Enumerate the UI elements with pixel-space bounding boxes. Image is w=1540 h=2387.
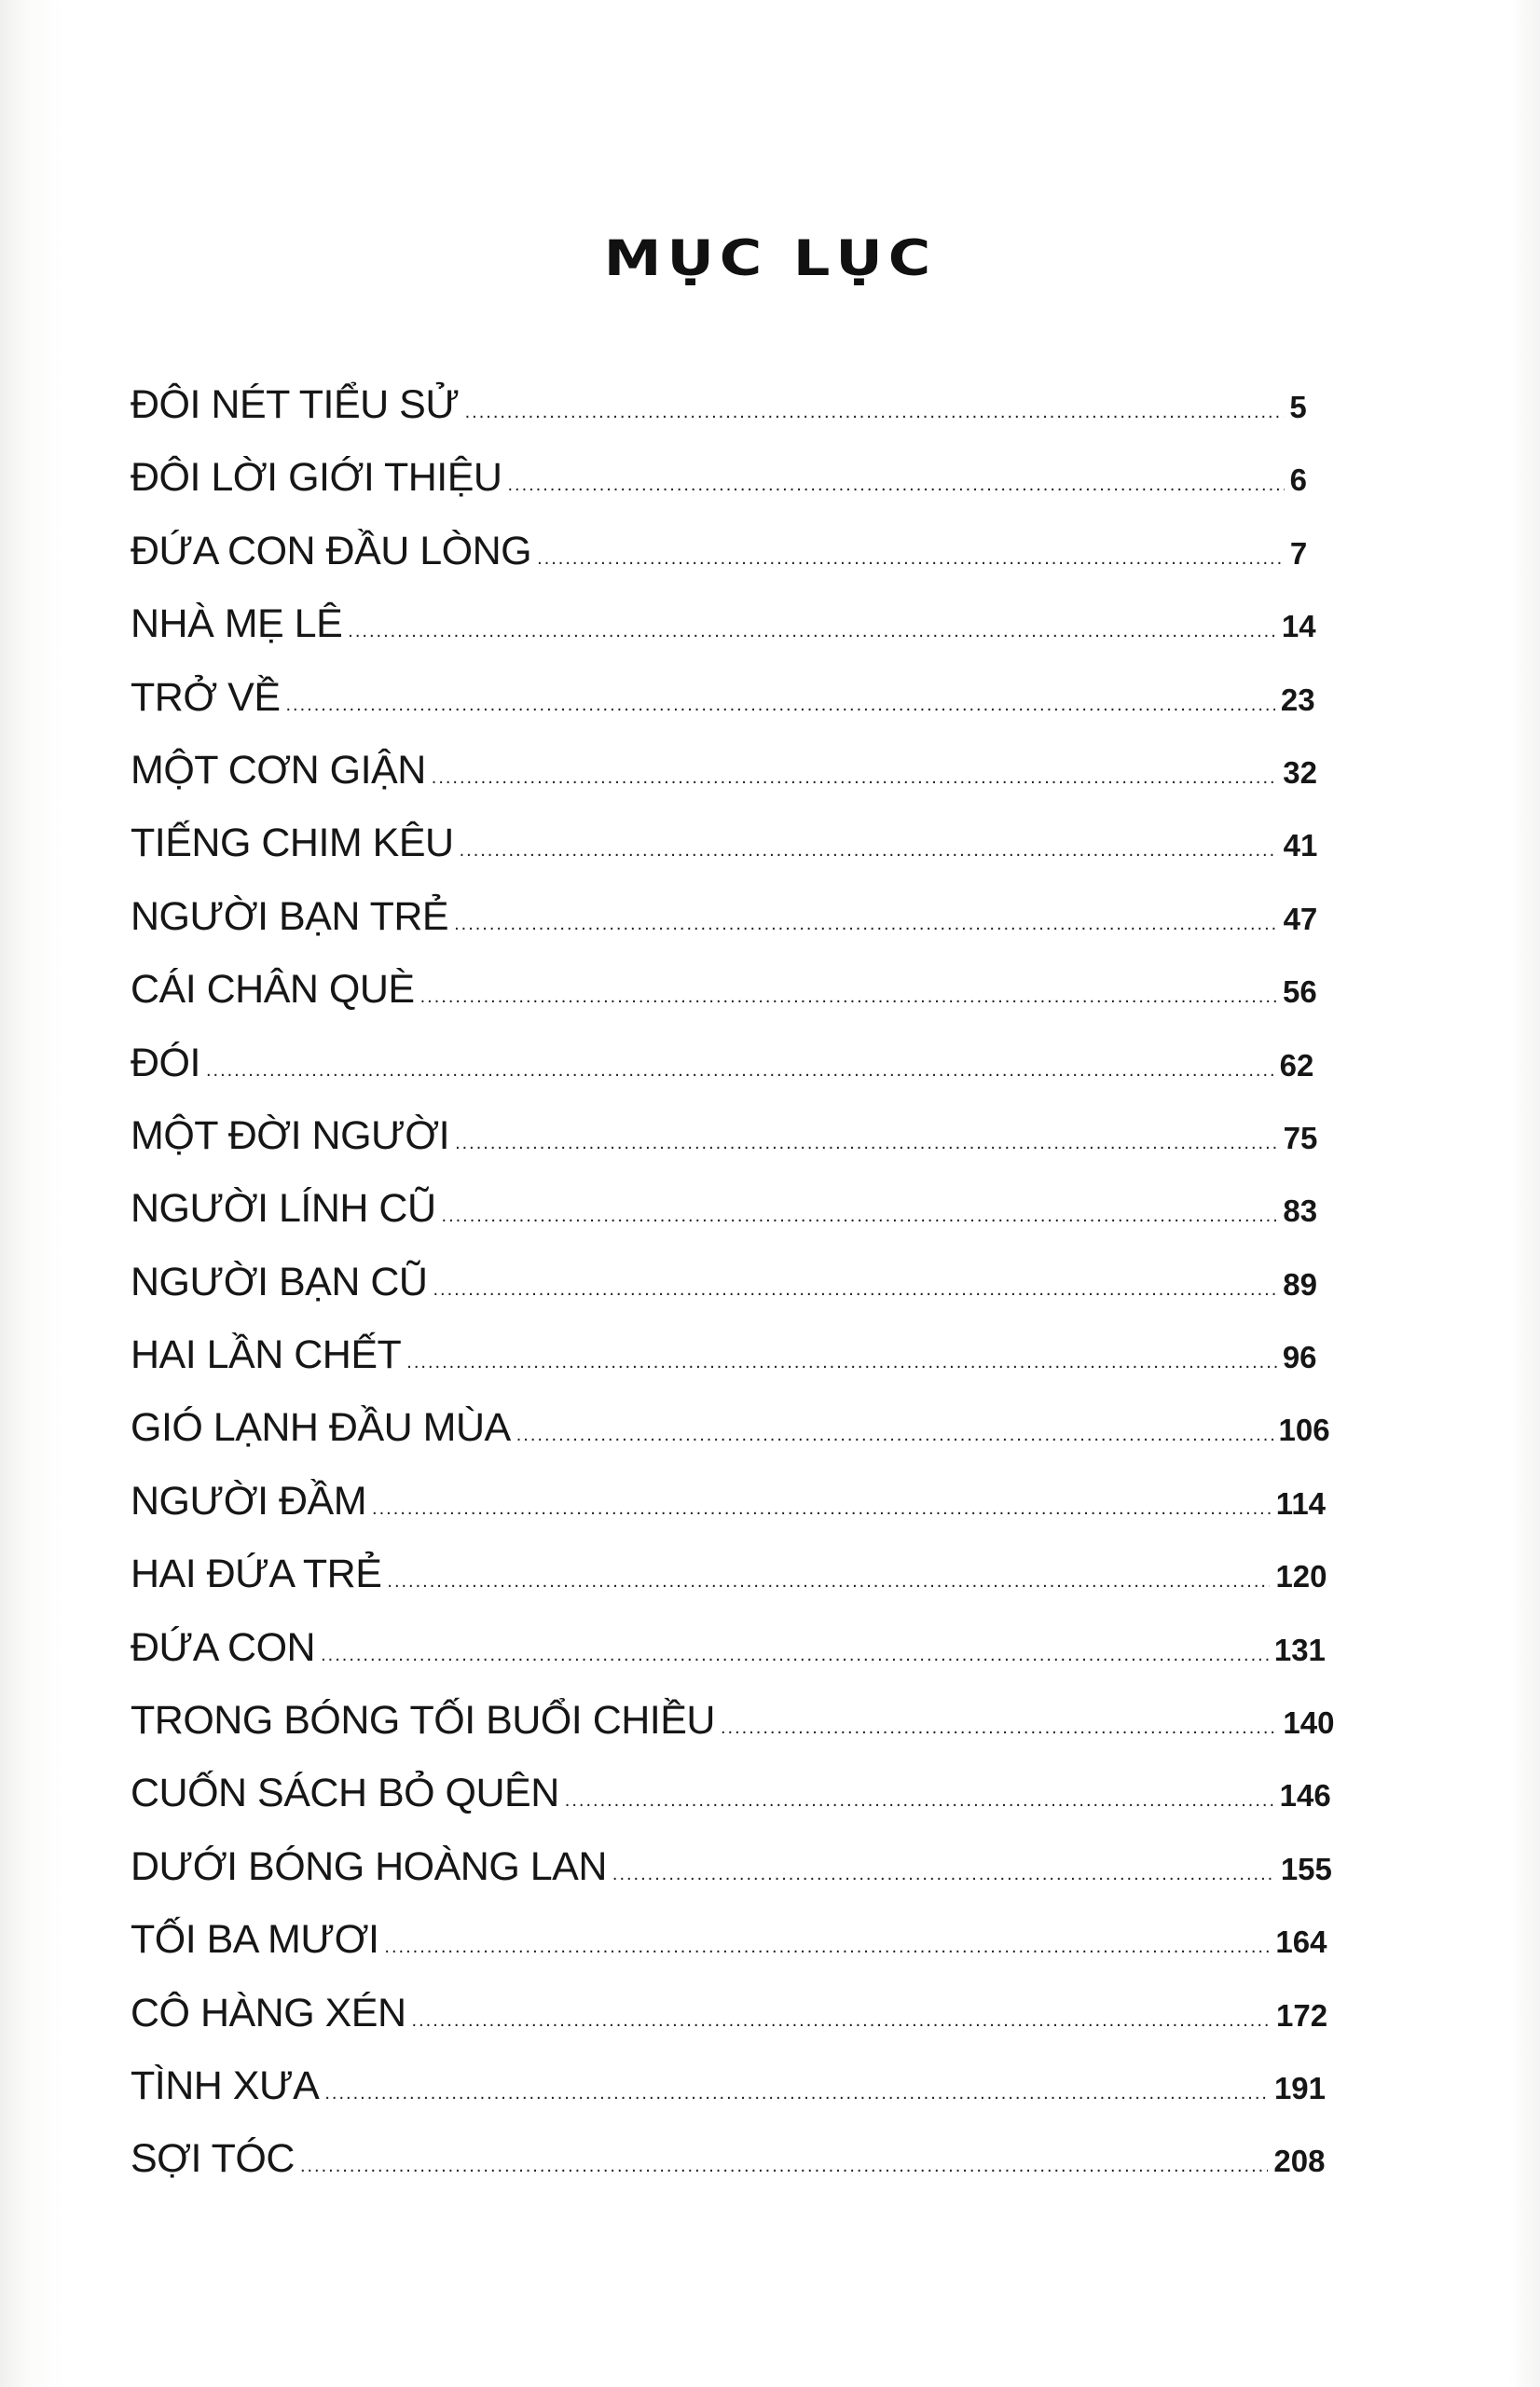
toc-dot-leader	[324, 2083, 1269, 2104]
toc-entry-page: 14	[1281, 609, 1316, 644]
toc-dot-leader	[412, 2010, 1271, 2032]
toc-entry-title: NGƯỜI LÍNH CŨ	[131, 1186, 436, 1232]
toc-dot-leader	[433, 1279, 1277, 1301]
toc-dot-leader	[454, 914, 1278, 935]
toc-entry-page: 131	[1273, 1632, 1326, 1667]
toc-entry-title: ĐÓI	[131, 1040, 200, 1085]
toc-entry-title: TÌNH XƯA	[131, 2063, 320, 2108]
toc-entry-title: HAI ĐỨA TRẺ	[131, 1552, 382, 1597]
toc-entry	[131, 1843, 1332, 1917]
toc-entry	[131, 1990, 1328, 2063]
toc-entry	[131, 821, 1318, 893]
toc-entry-page: 114	[1275, 1485, 1327, 1521]
toc-entry-title: ĐỨA CON ĐẦU LÒNG	[131, 528, 532, 573]
toc-entry-page: 32	[1283, 754, 1317, 790]
toc-entry-title: TRONG BÓNG TỐI BUỔI CHIỀU	[131, 1698, 715, 1744]
toc-dot-leader	[406, 1352, 1277, 1373]
toc-entry-page: 23	[1280, 682, 1315, 717]
toc-entry-title: NGƯỜI ĐẦM	[131, 1478, 367, 1524]
toc-entry-page: 172	[1276, 1997, 1328, 2033]
toc-entry-title: CUỐN SÁCH BỎ QUÊN	[131, 1771, 559, 1816]
toc-entry-page: 96	[1282, 1340, 1317, 1375]
toc-entry-title: NHÀ MẸ LÊ	[131, 601, 343, 647]
toc-entry-title: CÔ HÀNG XÉN	[131, 1990, 406, 2035]
toc-entry-title: HAI LẦN CHẾT	[131, 1332, 402, 1378]
toc-entry-page: 208	[1273, 2144, 1326, 2179]
toc-entry	[131, 1259, 1317, 1332]
toc-entry	[131, 382, 1307, 455]
toc-entry-title: CÁI CHÂN QUÈ	[131, 967, 415, 1013]
toc-entry	[131, 528, 1308, 601]
toc-entry-page: 5	[1289, 390, 1307, 424]
toc-entry-title: TỐI BA MƯƠI	[131, 1917, 379, 1963]
toc-dot-leader	[432, 767, 1277, 789]
toc-dot-leader	[384, 1937, 1270, 1958]
toc-entry	[131, 455, 1308, 528]
toc-entry-page: 164	[1275, 1925, 1327, 1960]
toc-dot-leader	[442, 1206, 1278, 1227]
toc-entry-page: 7	[1289, 535, 1308, 571]
toc-dot-leader	[300, 2156, 1268, 2177]
toc-entry	[131, 2136, 1326, 2209]
toc-entry	[131, 601, 1316, 674]
toc-entry-page: 47	[1283, 901, 1318, 936]
toc-dot-leader	[286, 695, 1275, 716]
toc-dot-leader	[387, 1571, 1270, 1593]
toc-entry	[131, 1112, 1318, 1186]
toc-entry-title: ĐÔI LỜI GIỚI THIỆU	[131, 455, 502, 501]
toc-dot-leader	[612, 1864, 1275, 1885]
toc-entry-page: 120	[1275, 1559, 1327, 1594]
toc-entry	[131, 1624, 1326, 1698]
toc-entry-page: 155	[1280, 1851, 1332, 1886]
toc-entry-page: 106	[1278, 1413, 1330, 1448]
toc-entry	[131, 967, 1317, 1040]
toc-dot-leader	[507, 475, 1284, 496]
toc-entry-title: TRỞ VỀ	[131, 674, 281, 720]
toc-entry-title: TIẾNG CHIM KÊU	[131, 821, 454, 866]
toc-entry	[131, 674, 1315, 748]
toc-entry-title: DƯỚI BÓNG HOÀNG LAN	[131, 1843, 607, 1889]
toc-dot-leader	[516, 1425, 1273, 1446]
toc-entry-page: 41	[1283, 828, 1318, 863]
toc-entry	[131, 893, 1318, 967]
toc-entry	[131, 1405, 1330, 1478]
toc-entry	[131, 1478, 1327, 1552]
toc-entry-title: ĐỨA CON	[131, 1624, 316, 1670]
toc-entry-page: 75	[1283, 1120, 1318, 1155]
page-title: MỤC LỤC	[603, 228, 937, 287]
toc-entry	[131, 1698, 1335, 1771]
toc-entry	[131, 1771, 1331, 1843]
toc-dot-leader	[537, 548, 1285, 570]
toc-entry	[131, 1552, 1327, 1624]
toc-dot-leader	[465, 402, 1285, 423]
toc-dot-leader	[721, 1718, 1277, 1739]
toc-dot-leader	[455, 1133, 1278, 1154]
toc-entry-page: 6	[1289, 462, 1308, 498]
toc-entry-title: GIÓ LẠNH ĐẦU MÙA	[131, 1405, 511, 1451]
table-of-contents	[131, 382, 1335, 2210]
toc-dot-leader	[348, 621, 1276, 642]
toc-dot-leader	[460, 840, 1278, 862]
toc-dot-leader	[321, 1645, 1269, 1666]
toc-entry-page: 140	[1283, 1705, 1335, 1741]
toc-entry-title: MỘT CƠN GIẬN	[131, 747, 426, 793]
toc-dot-leader	[206, 1060, 1274, 1082]
toc-entry-page: 89	[1283, 1266, 1317, 1302]
toc-entry	[131, 1917, 1327, 1990]
toc-entry-page: 191	[1273, 2070, 1326, 2105]
toc-dot-leader	[372, 1498, 1271, 1520]
toc-entry-title: SỢI TÓC	[131, 2136, 295, 2182]
toc-entry-page: 56	[1283, 974, 1317, 1010]
toc-dot-leader	[565, 1790, 1274, 1812]
toc-entry-title: NGƯỜI BẠN TRẺ	[131, 893, 449, 939]
toc-entry	[131, 747, 1317, 821]
toc-entry-page: 62	[1279, 1047, 1314, 1083]
toc-entry	[131, 1186, 1318, 1259]
toc-entry-page: 83	[1283, 1194, 1318, 1229]
toc-entry	[131, 2063, 1326, 2136]
toc-entry-page: 146	[1279, 1778, 1331, 1814]
toc-entry-title: NGƯỜI BẠN CŨ	[131, 1259, 428, 1304]
toc-entry	[131, 1332, 1317, 1405]
toc-entry-title: ĐÔI NÉT TIỂU SỬ	[131, 382, 460, 427]
toc-dot-leader	[420, 987, 1277, 1008]
toc-entry-title: MỘT ĐỜI NGƯỜI	[131, 1112, 450, 1158]
toc-entry	[131, 1040, 1314, 1113]
